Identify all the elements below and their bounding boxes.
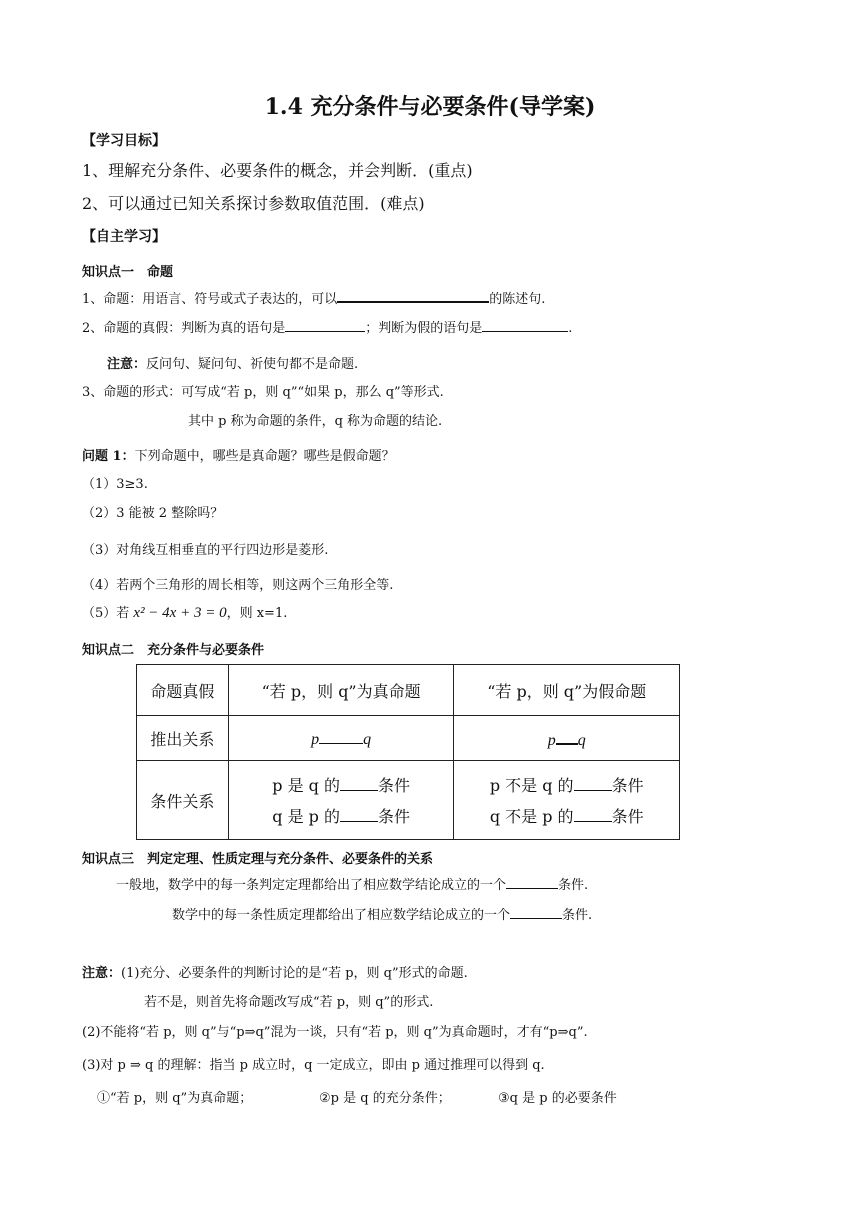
kp3-heading: 知识点三 判定定理、性质定理与充分条件、必要条件的关系 xyxy=(82,852,434,867)
objectives-heading: 【学习目标】 xyxy=(82,133,166,149)
condition-table xyxy=(136,664,680,840)
kp1-line3b: 其中 p 称为命题的条件，q 称为命题的结论. xyxy=(188,414,443,429)
cell-line xyxy=(454,774,679,795)
kp3-suffix: 条件. xyxy=(562,908,593,923)
fill-blank xyxy=(340,805,378,822)
table-cell: “若 p，则 q”为假命题 xyxy=(454,665,680,716)
kp1-note xyxy=(107,353,358,372)
fill-blank-true xyxy=(285,318,365,332)
table-row xyxy=(137,665,680,716)
fill-blank xyxy=(574,774,612,791)
note-label: 注意： xyxy=(107,357,147,372)
cell-text: p 不是 q 的 xyxy=(489,775,574,795)
equiv-1: ①“若 p，则 q”为真命题； xyxy=(97,1091,253,1106)
cell-line xyxy=(229,805,454,826)
fill-blank-not-implies xyxy=(556,727,578,745)
var-p: p xyxy=(311,731,320,748)
cell-text: q 是 p 的 xyxy=(272,807,340,826)
question1-item-1: （1）3≥3. xyxy=(82,477,148,492)
cell-suffix: 条件 xyxy=(377,807,410,826)
table-row xyxy=(137,761,680,840)
question1-label: 问题 1： xyxy=(82,449,135,464)
var-p: p xyxy=(547,731,556,749)
kp3-line1 xyxy=(116,874,588,893)
note-1 xyxy=(82,962,468,981)
kp1-line1-pre: 1、命题：用语言、符号或式子表达的，可以 xyxy=(82,292,338,307)
table-cell: “若 p，则 q”为真命题 xyxy=(228,665,454,716)
page-title: 1.4 充分条件与必要条件(导学案) xyxy=(264,94,596,120)
table-cell: 推出关系 xyxy=(137,716,229,761)
kp3-line2-pre: 数学中的每一条性质定理都给出了相应数学结论成立的一个 xyxy=(172,908,511,923)
note-text: 反问句、疑问句、祈使句都不是命题. xyxy=(146,357,359,372)
question1-text: 下列命题中，哪些是真命题？哪些是假命题？ xyxy=(134,449,395,464)
table-cell: 条件关系 xyxy=(137,761,229,840)
question1-item-4: （4）若两个三角形的周长相等，则这两个三角形全等. xyxy=(82,578,394,593)
equiv-3: ③q 是 p 的必要条件 xyxy=(498,1091,617,1106)
fill-blank-implies xyxy=(319,727,363,744)
kp1-line2 xyxy=(82,317,572,336)
cell-suffix: 条件 xyxy=(611,775,644,795)
objective-1: 1、理解充分条件、必要条件的概念，并会判断．(重点) xyxy=(82,161,473,180)
fill-blank xyxy=(506,875,558,889)
var-q: q xyxy=(577,731,586,749)
kp3-line1-pre: 一般地，数学中的每一条判定定理都给出了相应数学结论成立的一个 xyxy=(116,878,507,893)
fill-blank xyxy=(574,805,612,822)
notes-label: 注意： xyxy=(82,966,122,981)
question1-item-3: （3）对角线互相垂直的平行四边形是菱形. xyxy=(82,543,329,558)
kp1-line1-post: 的陈述句. xyxy=(489,292,546,307)
cell-line xyxy=(454,805,679,826)
table-cell xyxy=(228,761,454,840)
kp3-suffix: 条件. xyxy=(558,878,589,893)
kp1-line2-mid: ；判断为假的语句是 xyxy=(365,321,483,336)
var-q: q xyxy=(363,731,372,748)
cell-suffix: 条件 xyxy=(377,775,410,795)
item5-post: ，则 x=1. xyxy=(226,606,288,621)
kp2-heading: 知识点二 充分条件与必要条件 xyxy=(82,643,265,658)
table-cell xyxy=(454,716,680,761)
note-3: (3)对 p ⇒ q 的理解：指当 p 成立时，q 一定成立，即由 p 通过推理可以得到 q. xyxy=(82,1058,545,1073)
kp3-line2 xyxy=(172,904,592,923)
fill-blank-false xyxy=(482,318,568,332)
self-study-heading: 【自主学习】 xyxy=(82,229,166,245)
objective-2: 2、可以通过已知关系探讨参数取值范围．(难点) xyxy=(82,194,425,213)
fill-blank xyxy=(510,905,562,919)
fill-blank xyxy=(337,288,489,303)
note-1b: 若不是，则首先将命题改写成“若 p，则 q”的形式. xyxy=(144,995,434,1010)
equiv-2: ②p 是 q 的充分条件； xyxy=(319,1091,451,1106)
table-cell: 命题真假 xyxy=(137,665,229,716)
kp1-line1 xyxy=(82,288,545,307)
table-cell xyxy=(228,716,454,761)
kp1-line2-post: . xyxy=(568,321,573,336)
question1 xyxy=(82,445,395,464)
cell-line xyxy=(229,774,454,795)
kp1-line3: 3、命题的形式：可写成“若 p，则 q”“如果 p，那么 q”等形式. xyxy=(82,385,444,400)
question1-item-2: （2）3 能被 2 整除吗？ xyxy=(82,506,224,521)
table-cell xyxy=(454,761,680,840)
note-2: (2)不能将“若 p，则 q”与“p⇒q”混为一谈，只有“若 p，则 q”为真命题时，才有“p⇒q”. xyxy=(82,1025,588,1040)
item5-pre: （5）若 xyxy=(82,606,134,621)
cell-text: q 不是 p 的 xyxy=(489,807,574,826)
cell-text: p 是 q 的 xyxy=(272,775,340,795)
fill-blank xyxy=(340,774,378,791)
kp1-line2-pre: 2、命题的真假：判断为真的语句是 xyxy=(82,321,286,336)
cell-suffix: 条件 xyxy=(611,807,644,826)
kp1-heading: 知识点一 命题 xyxy=(82,265,174,280)
question1-item-5 xyxy=(82,602,287,622)
table-row xyxy=(137,716,680,761)
item5-math: x² − 4x + 3 = 0 xyxy=(133,605,227,621)
note-1-text: (1)充分、必要条件的判断讨论的是“若 p，则 q”形式的命题. xyxy=(121,966,468,981)
